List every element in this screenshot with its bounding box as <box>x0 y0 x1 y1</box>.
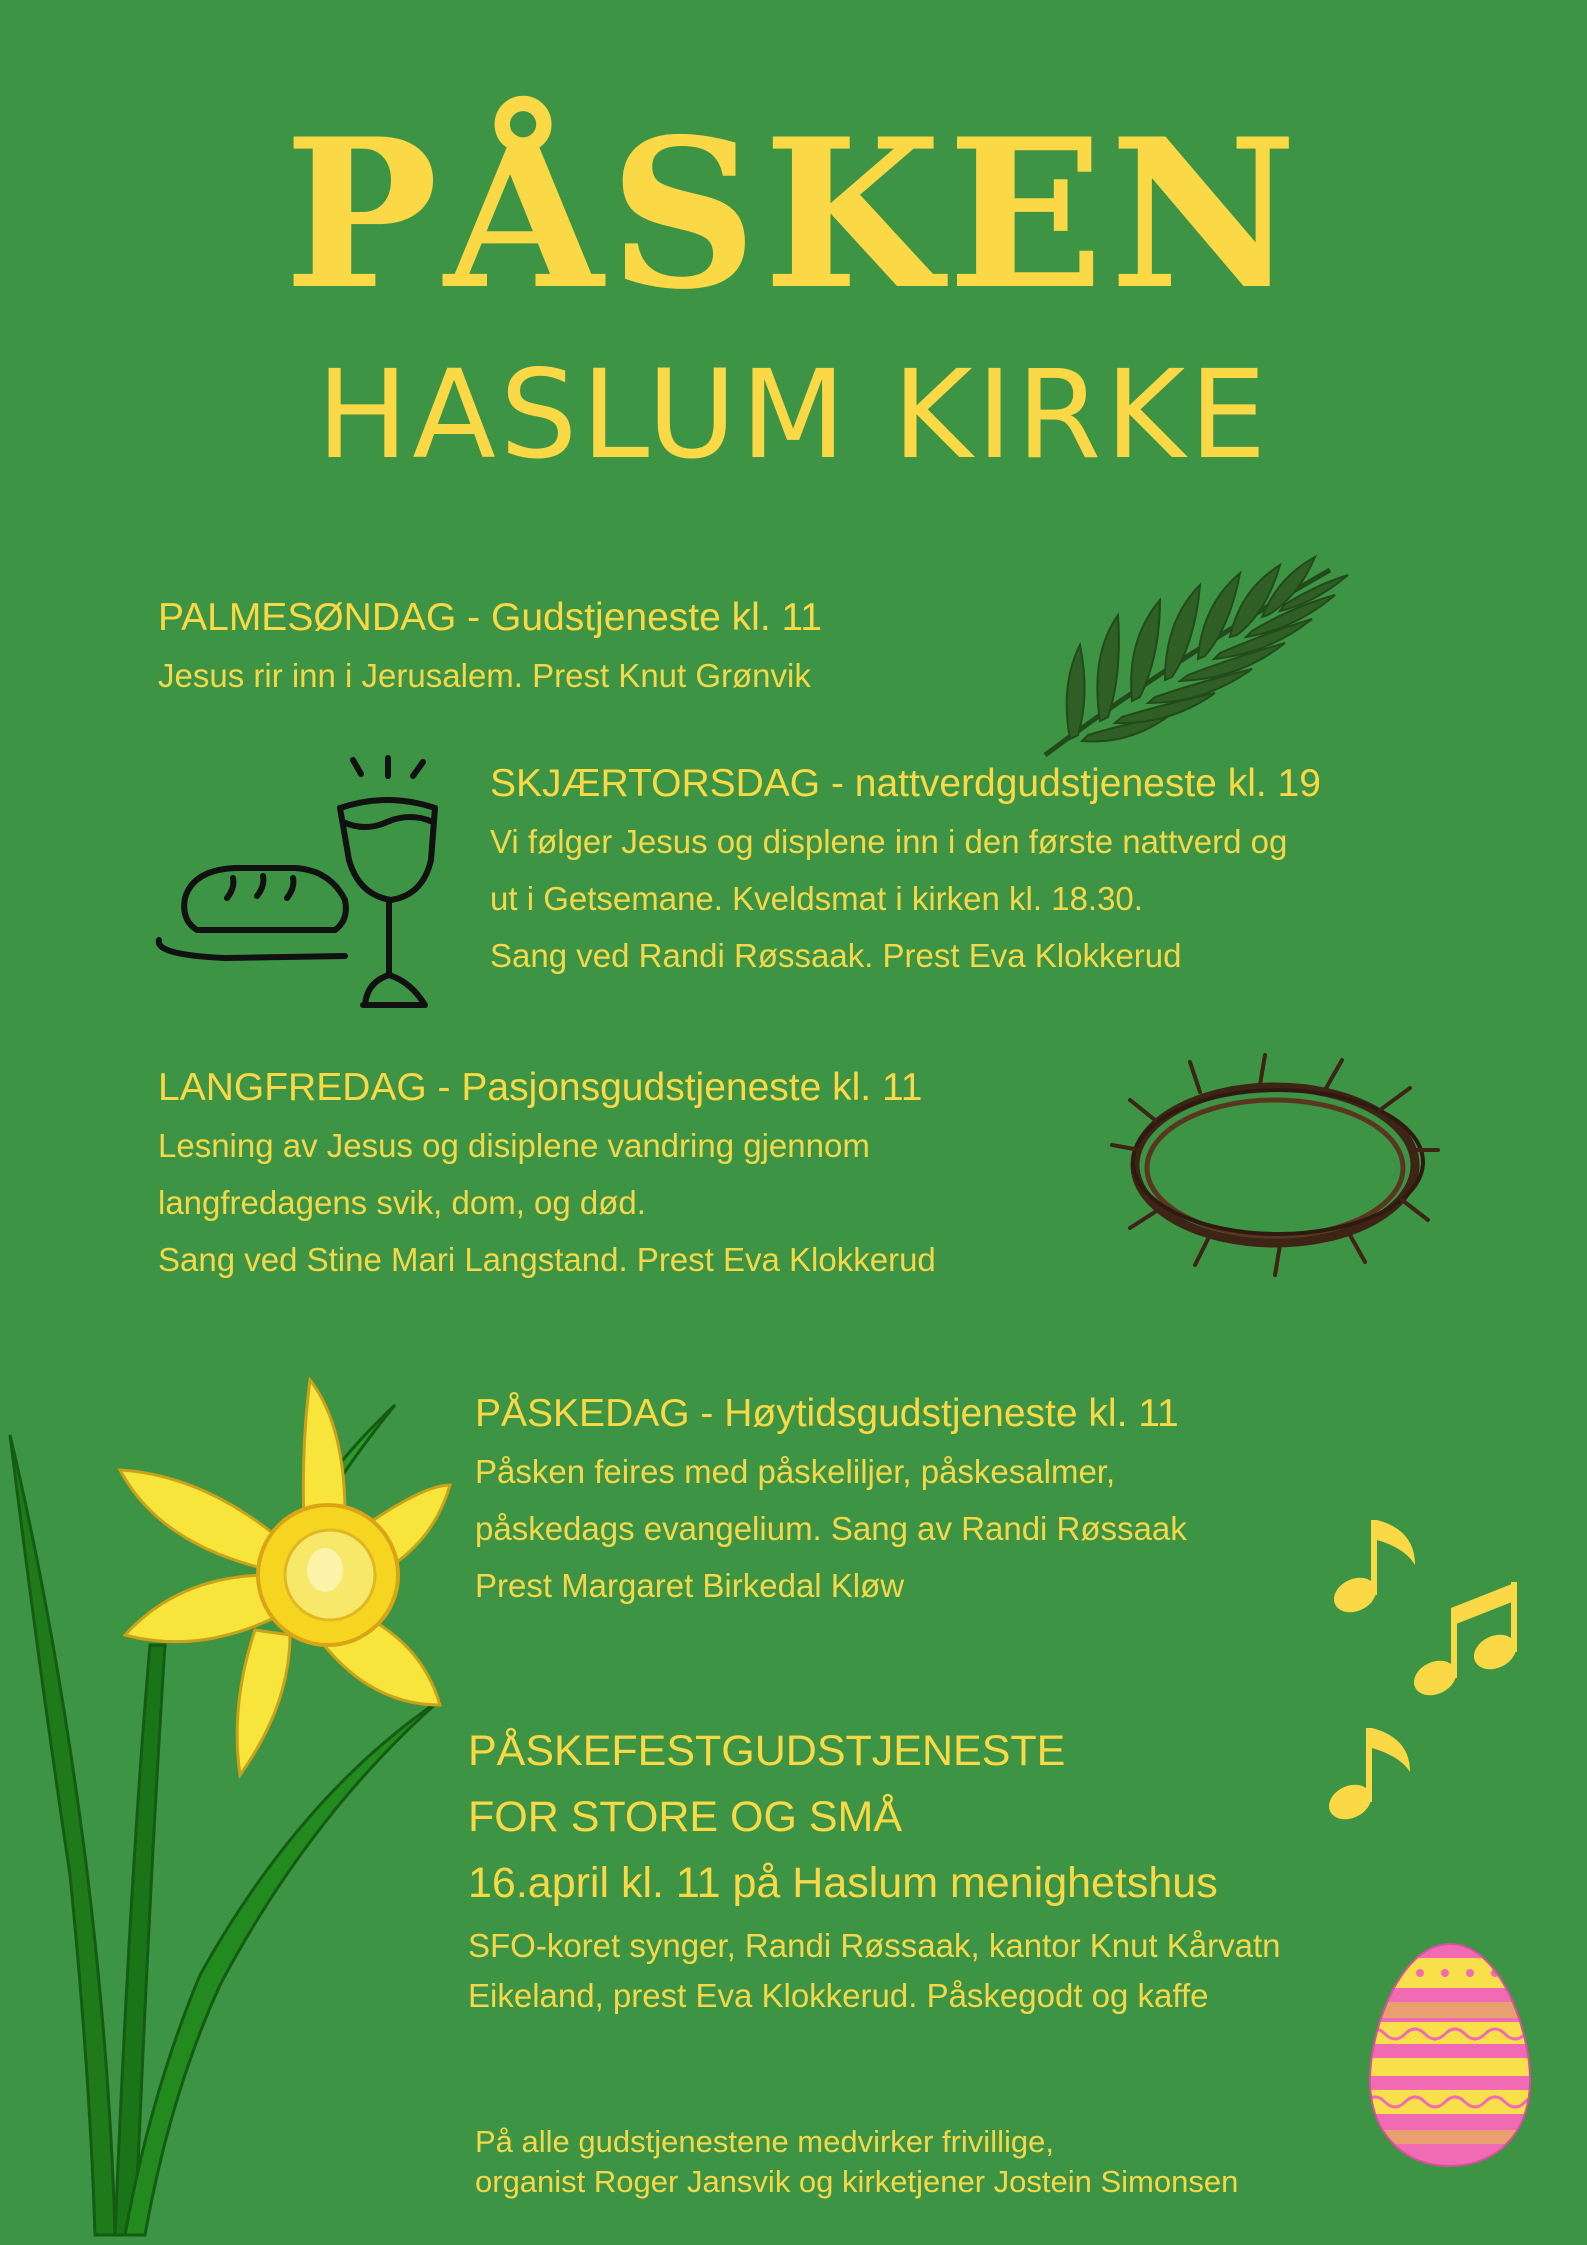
easter-egg-icon <box>1365 1940 1535 2170</box>
section-text: ut i Getsemane. Kveldsmat i kirken kl. 18.30. <box>490 880 1143 917</box>
section-text: Sang ved Stine Mari Langstand. Prest Eva Klokkerud <box>158 1241 936 1278</box>
footer <box>475 2122 1238 2202</box>
page-subtitle: HASLUM KIRKE <box>316 344 1271 486</box>
section-heading: FOR STORE OG SMÅ <box>468 1793 903 1841</box>
section-text: påskedags evangelium. Sang av Randi Røssaak <box>475 1510 1187 1547</box>
section-text: Sang ved Randi Røssaak. Prest Eva Klokkerud <box>490 937 1182 974</box>
footer-text: organist Roger Jansvik og kirketjener Jostein Simonsen <box>475 2164 1239 2199</box>
music-notes-icon <box>1315 1510 1545 1840</box>
section-text: Påsken feires med påskeliljer, påskesalmer, <box>475 1453 1116 1490</box>
section-heading: PALMESØNDAG - Gudstjeneste kl. 11 <box>158 596 822 639</box>
section-text: Vi følger Jesus og displene inn i den første nattverd og <box>490 823 1288 860</box>
section-text: SFO-koret synger, Randi Røssaak, kantor Knut Kårvatn <box>468 1927 1281 1964</box>
section-heading: 16.april kl. 11 på Haslum menighetshus <box>468 1859 1218 1907</box>
section-heading: LANGFREDAG - Pasjonsgudstjeneste kl. 11 <box>158 1066 923 1109</box>
section-palmesondag <box>158 592 822 704</box>
section-heading: PÅSKEFESTGUDSTJENESTE <box>468 1727 1066 1775</box>
bread-and-chalice-icon <box>155 750 455 1020</box>
crown-of-thorns-icon <box>1110 1050 1440 1280</box>
section-heading: PÅSKEDAG - Høytidsgudstjeneste kl. 11 <box>475 1392 1179 1435</box>
section-text: langfredagens svik, dom, og død. <box>158 1184 646 1221</box>
section-text: Lesning av Jesus og disiplene vandring gjennom <box>158 1127 870 1164</box>
section-text: Prest Margaret Birkedal Kløw <box>475 1567 905 1604</box>
daffodil-icon <box>0 1375 460 2245</box>
section-skjaertorsdag <box>490 758 1321 984</box>
footer-text: På alle gudstjenestene medvirker frivillige, <box>475 2124 1054 2159</box>
section-text: Eikeland, prest Eva Klokkerud. Påskegodt og kaffe <box>468 1977 1209 2014</box>
page-title: PÅSKEN <box>283 95 1304 335</box>
section-langfredag <box>158 1062 936 1288</box>
palm-leaf-icon <box>1030 545 1350 765</box>
section-paskedag <box>475 1388 1187 1614</box>
section-text: Jesus rir inn i Jerusalem. Prest Knut Grønvik <box>158 657 811 694</box>
section-paskefest <box>468 1718 1281 2021</box>
section-heading: SKJÆRTORSDAG - nattverdgudstjeneste kl. 19 <box>490 762 1321 805</box>
